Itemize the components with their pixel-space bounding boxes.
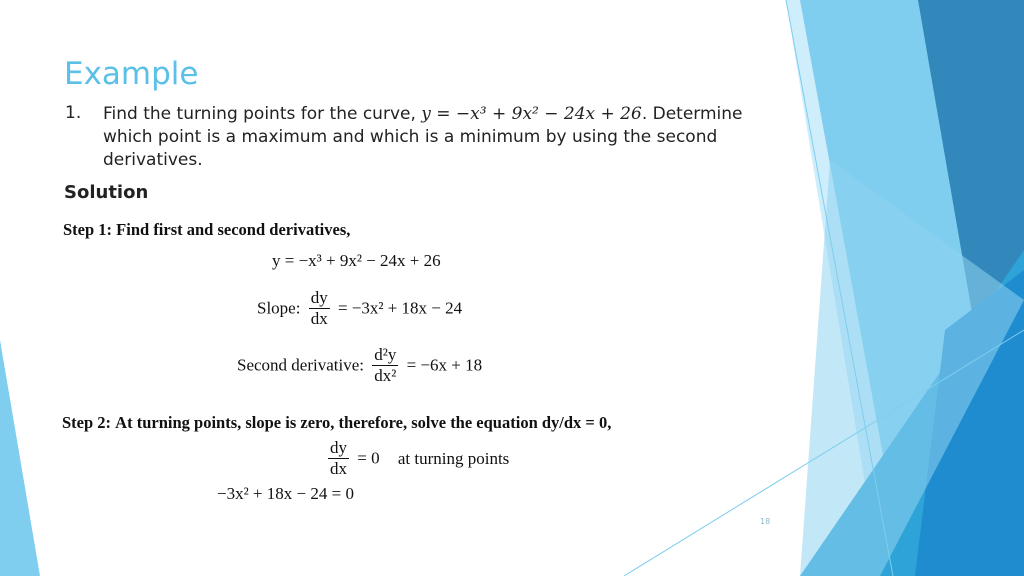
second-derivative-denominator: dx² xyxy=(374,366,397,385)
step2-rhs: = 0 xyxy=(357,448,380,468)
question-equation: y = −x³ + 9x² − 24x + 26 xyxy=(421,104,642,124)
second-derivative-rhs: = −6x + 18 xyxy=(406,355,483,375)
question-number: 1. xyxy=(65,103,82,123)
slope-fraction xyxy=(309,288,330,329)
step1-heading xyxy=(63,220,350,240)
second-derivative-numerator: d²y xyxy=(374,345,397,364)
step1-text: Find first and second derivatives, xyxy=(116,220,351,239)
step1-equation-y: y = −x³ + 9x² − 24x + 26 xyxy=(272,251,441,270)
left-accent-triangle xyxy=(0,340,40,576)
page-number: 18 xyxy=(760,517,771,526)
step2-numerator: dy xyxy=(330,438,347,457)
step2-denominator: dx xyxy=(330,459,347,478)
second-derivative-fraction xyxy=(372,345,398,386)
step2-text: At turning points, slope is zero, therefore, solve the equation dy/dx = 0, xyxy=(115,413,612,432)
second-derivative-label: Second derivative: xyxy=(237,355,364,375)
step1-slope-equation xyxy=(257,288,462,329)
question-text xyxy=(103,103,783,172)
slope-rhs: = −3x² + 18x − 24 xyxy=(337,298,463,318)
question-text-after: . Determine which point is a maximum and which is a minimum by using the second derivatives. xyxy=(103,104,743,170)
slide-title: Example xyxy=(64,56,199,92)
solution-heading: Solution xyxy=(64,182,149,203)
step2-zero-slope-equation xyxy=(324,438,509,479)
step1-label: Step 1: xyxy=(63,220,113,239)
slope-denominator: dx xyxy=(310,309,328,328)
step2-fraction xyxy=(328,438,349,479)
slope-label: Slope: xyxy=(257,298,301,318)
step2-heading xyxy=(62,413,611,433)
slope-numerator: dy xyxy=(310,288,328,307)
question-text-before: Find the turning points for the curve, xyxy=(103,104,422,124)
step2-note: at turning points xyxy=(397,448,510,468)
step2-quadratic-equation: −3x² + 18x − 24 = 0 xyxy=(217,484,354,503)
step1-second-derivative xyxy=(237,345,482,386)
step2-label: Step 2: xyxy=(62,413,112,432)
